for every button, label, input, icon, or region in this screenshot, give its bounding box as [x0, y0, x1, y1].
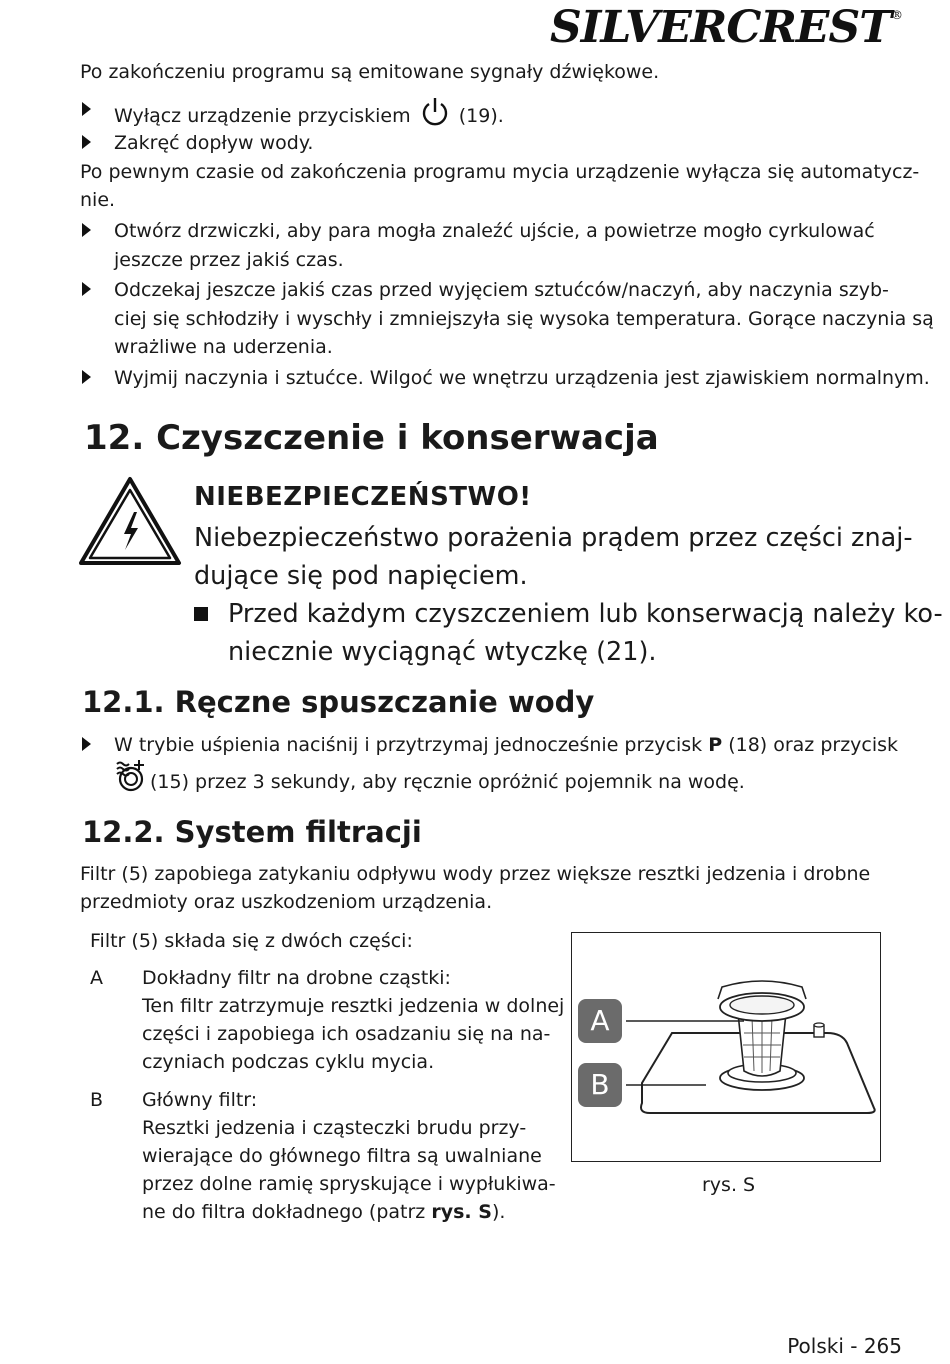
item-a-text: Dokładny filtr na drobne cząstki: Ten filtr zatrzymuje resztki jedzenia w dolnej części i zapobiega ich osadzaniu się na na- czyniach podczas cyklu mycia. [142, 967, 565, 1073]
bullet-arrow-icon [82, 282, 91, 296]
section-12-1-heading: 12.1. Ręczne spuszczanie wody [82, 685, 595, 719]
item-b-text: Główny filtr: Resztki jedzenia i cząsteczki brudu przy- wierające do głównego filtra są uwalniane przez dolne ramię spryskujące i wypłukiwa- ne do filtra dokładnego (patrz rys. S). [142, 1089, 556, 1223]
bullet-arrow-icon [82, 135, 91, 149]
page-footer: Polski - 265 [787, 1334, 902, 1358]
warning-text: Niebezpieczeństwo porażenia prądem przez części znaj- dujące się pod napięciem. [194, 523, 913, 591]
bullet-wait: Odczekaj jeszcze jakiś czas przed wyjęciem sztućców/naczyń, aby naczynia szyb- ciej się schłodziły i wyschły i zmniejszyła się wysoka temperatura. Gorące naczynia są wrażliwe na uderzenia. [80, 276, 934, 362]
section-12-heading: 12. Czyszczenie i konserwacja [84, 418, 659, 458]
bullet-power-off: Wyłącz urządzenie przyciskiem (19). [80, 96, 504, 131]
bullet-arrow-icon [82, 102, 91, 116]
label-a: A [578, 999, 622, 1043]
bullet-water: Zakręć dopływ wody. [80, 129, 313, 158]
label-b: B [578, 1063, 622, 1107]
square-bullet-icon [194, 607, 208, 621]
figure-filter [571, 932, 881, 1162]
filter-drawing [572, 933, 879, 1160]
bullet-open-door: Otwórz drzwiczki, aby para mogła znaleźć ujście, a powietrze mogło cyrkulować jeszcze przez jakiś czas. [80, 217, 875, 274]
paragraph-auto-off: Po pewnym czasie od zakończenia programu mycia urządzenie wyłącza się automatycz- nie. [80, 161, 920, 211]
figure-caption: rys. S [702, 1174, 756, 1196]
warning-heading: NIEBEZPIECZEŃSTWO! [194, 482, 532, 512]
electric-hazard-icon [78, 476, 182, 566]
bullet-arrow-icon [82, 737, 91, 751]
manual-drain-line2: (15) przez 3 sekundy, aby ręcznie opróżnić pojemnik na wodę. [150, 771, 745, 793]
bullet-remove-dishes: Wyjmij naczynia i sztućce. Wilgoć we wnętrzu urządzenia jest zjawiskiem normalnym. [80, 364, 930, 393]
paragraph-signals: Po zakończeniu programu są emitowane sygnały dźwiękowe. [80, 61, 660, 83]
bullet-arrow-icon [82, 370, 91, 384]
paragraph-filter: Filtr (5) zapobiega zatykaniu odpływu wody przez większe resztki jedzenia i drobne przedmioty oraz uszkodzeniom urządzenia. [80, 863, 871, 913]
item-a-key: A [90, 967, 103, 989]
power-icon [419, 96, 451, 128]
section-12-2-heading: 12.2. System filtracji [82, 815, 422, 849]
drain-program-icon [114, 758, 148, 792]
brand-logo: SILVERCREST® [550, 2, 902, 53]
item-b-key: B [90, 1089, 104, 1111]
bullet-arrow-icon [82, 223, 91, 237]
bullet-manual-drain: W trybie uśpienia naciśnij i przytrzymaj jednocześnie przycisk P (18) oraz przycisk [80, 731, 898, 760]
warning-item-unplug: Przed każdym czyszczeniem lub konserwacją należy ko- niecznie wyciągnąć wtyczkę (21). [194, 596, 943, 671]
filter-intro: Filtr (5) składa się z dwóch części: [90, 930, 413, 952]
